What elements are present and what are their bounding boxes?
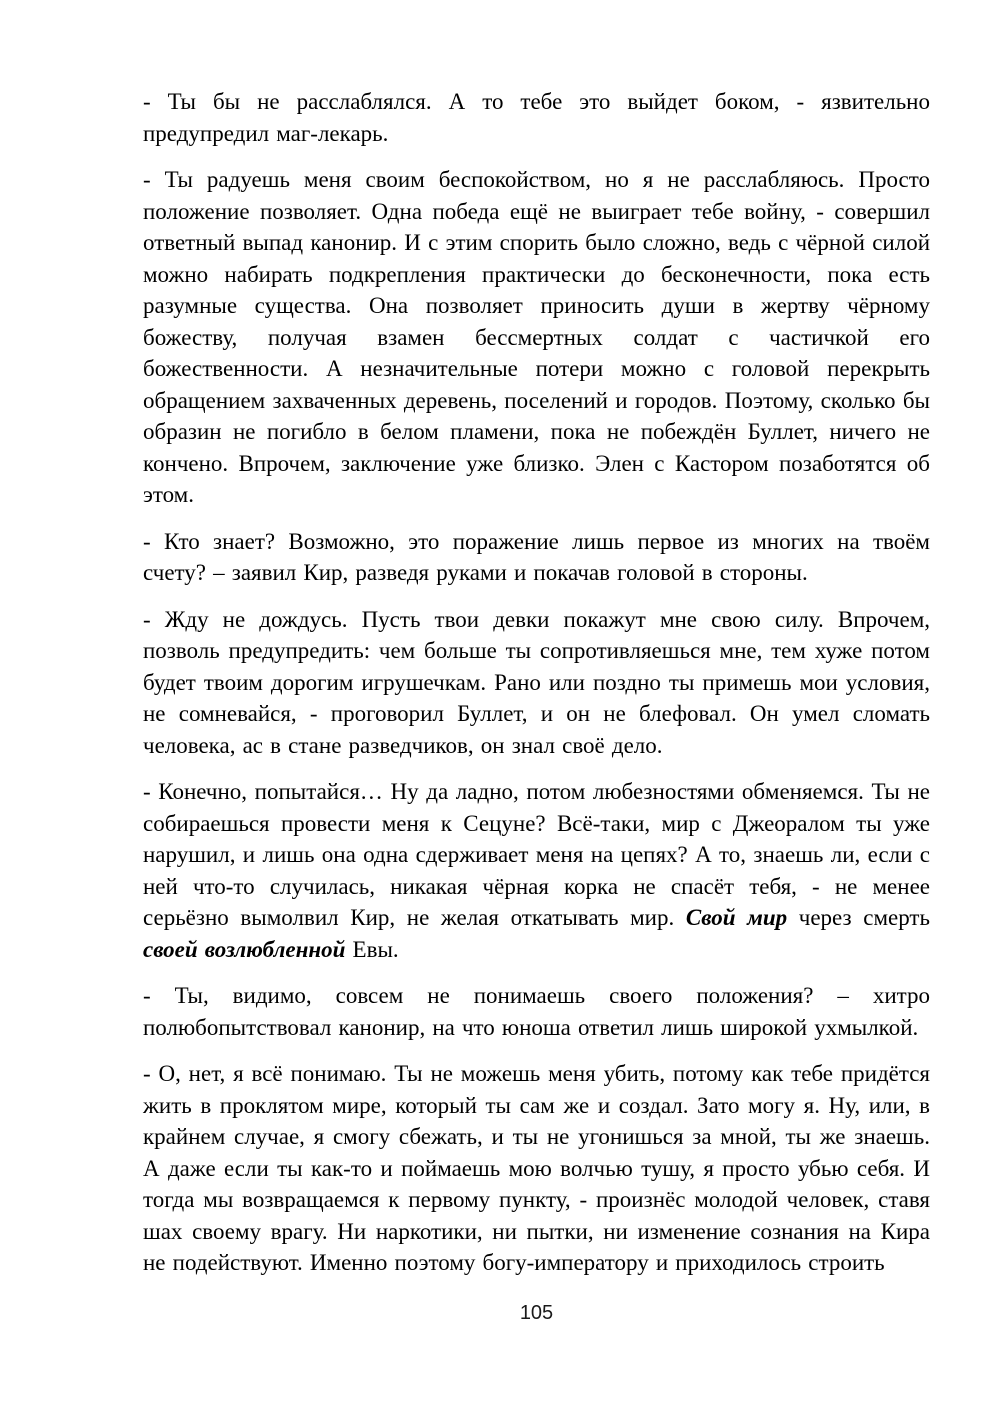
text-run: - Жду не дождусь. Пусть твои девки покажут мне свою силу. Впрочем, позволь предупредить: чем больше ты сопротивляешься мне, тем хуже потом будет твоим дорогим игрушечкам. Рано или поздно ты примешь мои условия, не сомневайся, - проговорил Буллет, и он не блефовал. Он умел сломать человека, ас в стане разведчиков, он знал своё дело.	[143, 606, 930, 758]
paragraph	[143, 980, 930, 1043]
emphasized-text-run: Свой мир	[685, 905, 788, 930]
text-run: - Ты, видимо, совсем не понимаешь своего положения? – хитро полюбопытствовал канонир, на что юноша ответил лишь широкой ухмылкой.	[143, 983, 930, 1040]
emphasized-text-run: своей возлюбленной	[143, 936, 346, 962]
page-text-block	[143, 86, 930, 1294]
paragraph	[143, 1058, 930, 1279]
page-footer	[143, 1302, 930, 1325]
page-number: 105	[519, 1302, 554, 1324]
paragraph	[143, 776, 930, 965]
text-run: - О, нет, я всё понимаю. Ты не можешь меня убить, потому как тебе придётся жить в проклятом мире, который ты сам же и создал. Зато могу я. Ну, или, в крайнем случае, я смогу сбежать, и ты не угонишься за мной, ты же знаешь. А даже если ты как-то и поймаешь мою волчью тушу, я просто убью себя. И тогда мы возвращаемся к первому пункту, - произнёс молодой человек, ставя шах своему врагу. Ни наркотики, ни пытки, ни изменение сознания на Кира не подействуют. Именно поэтому богу-императору и приходилось строить	[143, 1061, 930, 1275]
text-run: через смерть	[787, 905, 930, 930]
text-run: Евы.	[345, 936, 399, 962]
paragraph	[143, 86, 930, 149]
paragraph	[143, 526, 930, 589]
text-run: - Кто знает? Возможно, это поражение лишь первое из многих на твоём счету? – заявил Кир, разведя руками и покачав головой в стороны.	[143, 528, 930, 585]
text-run: - Ты бы не расслаблялся. А то тебе это выйдет боком, - язвительно предупредил маг-лекарь.	[143, 89, 930, 146]
text-run: - Конечно, попытайся… Ну да ладно, потом любезностями обменяемся. Ты не собираешься провести меня к Сецуне? Всё-таки, мир с Джеоралом ты уже нарушил, и лишь она одна сдерживает меня на цепях? А то, знаешь ли, если с ней что-то случилась, никакая чёрная корка не спасёт тебя, - не менее серьёзно вымолвил Кир, не желая откатывать мир.	[143, 779, 930, 930]
paragraph	[143, 604, 930, 762]
paragraph	[143, 164, 930, 511]
text-run: - Ты радуешь меня своим беспокойством, но я не расслабляюсь. Просто положение позволяет. Одна победа ещё не выиграет тебе войну, - совершил ответный выпад канонир. И с этим спорить было сложно, ведь с чёрной силой можно набирать подкрепления практически до бесконечности, пока есть разумные существа. Она позволяет приносить души в жертву чёрному божеству, получая взамен бессмертных солдат с частичкой его божественности. А незначительные потери можно с головой перекрыть обращением захваченных деревень, поселений и городов. Поэтому, сколько бы образин не погибло в белом пламени, пока не побеждён Буллет, ничего не кончено. Впрочем, заключение уже близко. Элен с Кастором позаботятся об этом.	[143, 167, 930, 507]
